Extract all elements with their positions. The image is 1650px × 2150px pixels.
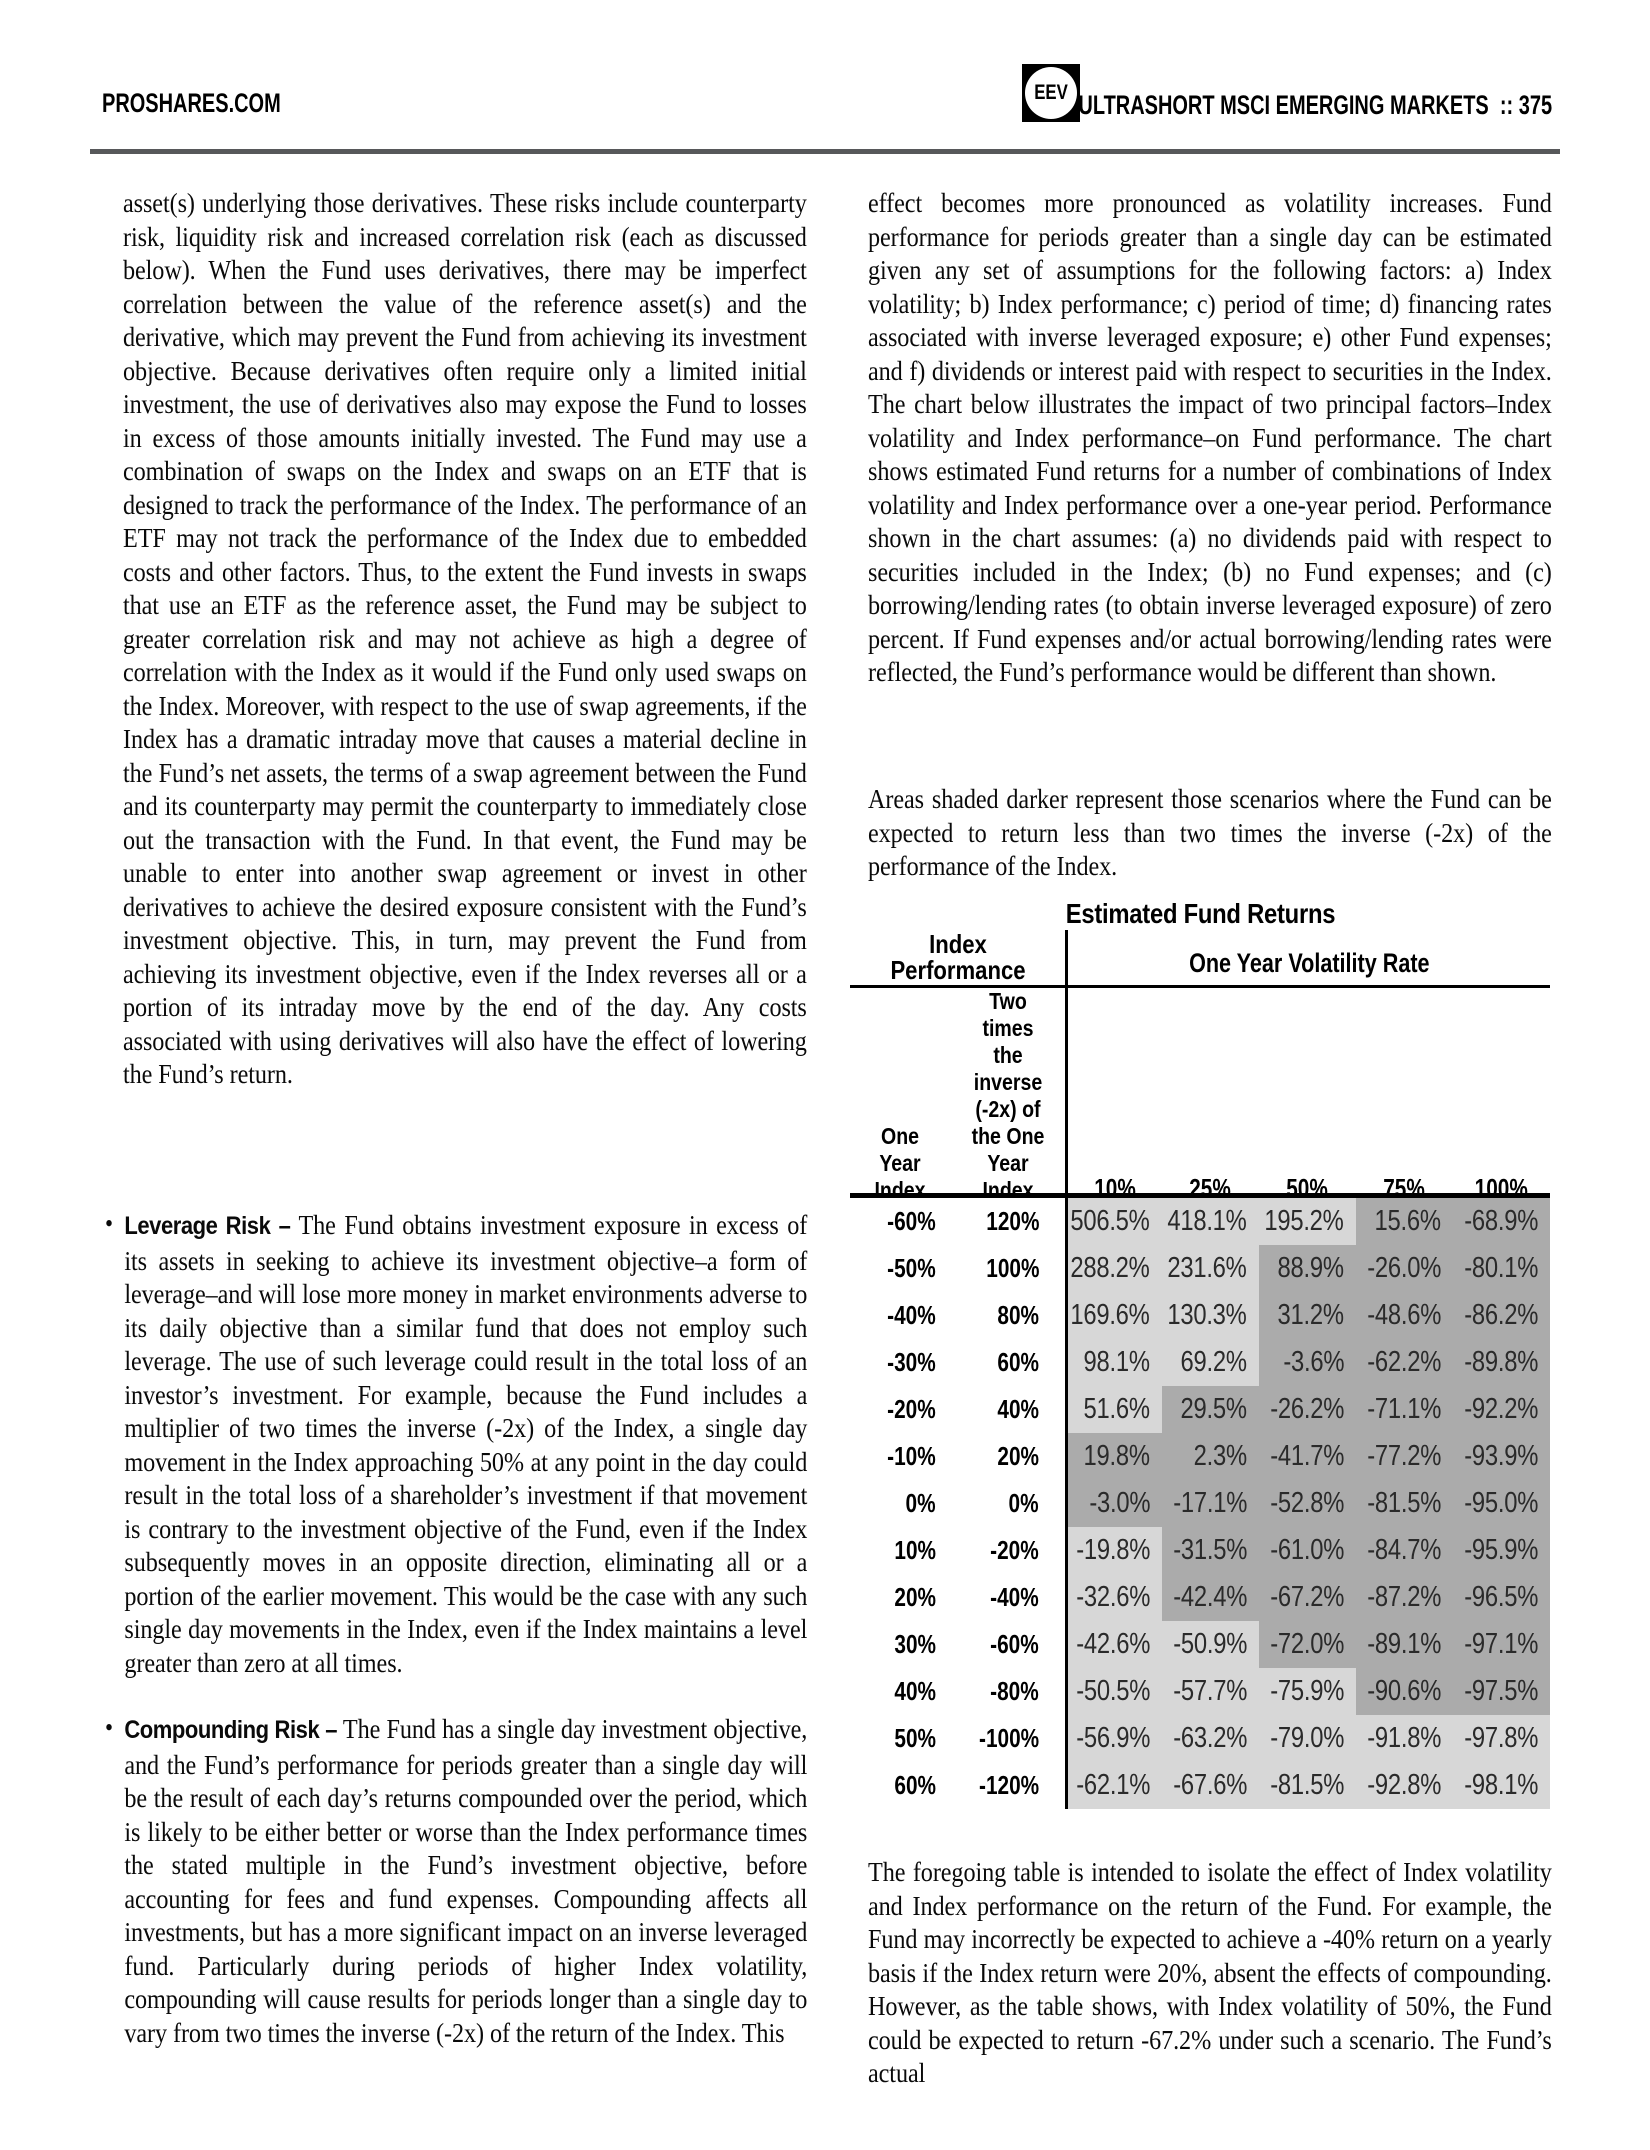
column-header-volatility-10%: 10% (1065, 988, 1162, 1210)
compounding-risk-text: The Fund has a single day investment objective, and the Fund’s performance for periods greater than a single day will be the result of each day’s returns compounded over the period, which is likely to be either better or worse than the Index performance times the stated multiple in the Fund’s investment objective, before accounting for fees and fund expenses. Compounding affects all investments, but has a more significant impact on an inverse leveraged fund. Particularly during periods of higher Index volatility, compounding will cause results for periods longer than a single day to vary from two times the inverse (-2x) of the return of the Index. This (124, 1713, 808, 2048)
cell-estimated-return: 98.1% (1065, 1339, 1162, 1386)
cell-estimated-return: -95.9% (1453, 1527, 1550, 1574)
column-header-volatility-100%: 100% (1474, 1173, 1529, 1203)
cell-estimated-return: -3.6% (1259, 1339, 1356, 1386)
bullet-icon: • (105, 1209, 113, 1238)
cell-two-times-inverse: 20% (997, 1441, 1039, 1471)
cell-estimated-return: -62.1% (1065, 1762, 1162, 1809)
cell-estimated-return: -68.9% (1453, 1198, 1550, 1245)
fund-title: ULTRASHORT MSCI EMERGING MARKETS (1078, 90, 1489, 120)
column-header-volatility-75%: 75% (1383, 1173, 1426, 1203)
table-row (850, 1433, 1550, 1480)
table-row (850, 1668, 1550, 1715)
cell-estimated-return: -72.0% (1259, 1621, 1356, 1668)
header-separator: :: (1499, 90, 1514, 120)
table-group-header-row (850, 930, 1550, 988)
bullet-icon: • (105, 1713, 113, 1742)
cell-estimated-return: -81.5% (1356, 1480, 1453, 1527)
cell-one-year-index: 40% (894, 1676, 936, 1706)
site-name-text: PROSHARES.COM (102, 88, 281, 118)
cell-two-times-inverse: 60% (997, 1347, 1039, 1377)
cell-estimated-return: 231.6% (1162, 1245, 1259, 1292)
cell-estimated-return: -96.5% (1453, 1574, 1550, 1621)
leverage-risk-bullet (105, 1208, 807, 1679)
table-row (850, 1292, 1550, 1339)
cell-estimated-return: 130.3% (1162, 1292, 1259, 1339)
ticker-label: EEV (1034, 81, 1068, 104)
cell-two-times-inverse: -60% (990, 1629, 1039, 1659)
cell-estimated-return: -79.0% (1259, 1715, 1356, 1762)
cell-two-times-inverse: -100% (978, 1723, 1039, 1753)
column-header-two-times-inverse: Two times the inverse (-2x) of the One Year Index (971, 988, 1044, 1203)
cell-estimated-return: 195.2% (1259, 1198, 1356, 1245)
group-header-index-performance: Index Performance (850, 930, 1065, 988)
cell-two-times-inverse: 120% (985, 1206, 1039, 1236)
table-row (850, 1198, 1550, 1245)
cell-estimated-return: 2.3% (1162, 1433, 1259, 1480)
cell-one-year-index: 60% (894, 1770, 936, 1800)
cell-estimated-return: -32.6% (1065, 1574, 1162, 1621)
right-column-closing-paragraph: The foregoing table is intended to isolate the effect of Index volatility and Index performance on the return of the Fund. For example, the Fund may incorrectly be expected to achieve a -40% return on a yearly basis if the Index return were 20%, absent the effects of compounding. However, as the table shows, with Index volatility of 50%, the Fund could be expected to return -67.2% under such a scenario. The Fund’s actual (868, 1856, 1552, 2088)
cell-estimated-return: -89.1% (1356, 1621, 1453, 1668)
table-row (850, 1574, 1550, 1621)
cell-two-times-inverse: 80% (997, 1300, 1039, 1330)
cell-estimated-return: -75.9% (1259, 1668, 1356, 1715)
cell-one-year-index: -60% (887, 1206, 936, 1236)
cell-estimated-return: -50.5% (1065, 1668, 1162, 1715)
cell-estimated-return: -42.6% (1065, 1621, 1162, 1668)
table-body (850, 1198, 1550, 1809)
cell-estimated-return: -97.1% (1453, 1621, 1550, 1668)
cell-two-times-inverse: 40% (997, 1394, 1039, 1424)
cell-estimated-return: -3.0% (1065, 1480, 1162, 1527)
cell-estimated-return: -26.0% (1356, 1245, 1453, 1292)
page-header-title (912, 90, 1552, 121)
cell-estimated-return: -62.2% (1356, 1339, 1453, 1386)
table-row (850, 1245, 1550, 1292)
cell-estimated-return: -81.5% (1259, 1762, 1356, 1809)
cell-estimated-return: -93.9% (1453, 1433, 1550, 1480)
cell-estimated-return: -31.5% (1162, 1527, 1259, 1574)
cell-two-times-inverse: -120% (978, 1770, 1039, 1800)
leverage-risk-text: The Fund obtains investment exposure in excess of its assets in seeking to achieve its investment objective–a form of leverage–and will lose more money in market environments adverse to its daily objective than a similar fund that does not employ such leverage. The use of such leverage could result in the total loss of an investor’s investment. For example, because the Fund includes a multiplier of two times the inverse (-2x) of the Index, a single day movement in the Index approaching 50% at any point in the day could result in the total loss of a shareholder’s investment if that movement is contrary to the investment objective of the Fund, even if the Index subsequently moves in an opposite direction, eliminating all or a portion of the earlier movement. This would be the case with any such single day movements in the Index, even if the Index maintains a level greater than zero at all times. (124, 1209, 808, 1678)
column-header-volatility-50%: 50% (1286, 1173, 1329, 1203)
cell-one-year-index: -10% (887, 1441, 936, 1471)
cell-estimated-return: -41.7% (1259, 1433, 1356, 1480)
cell-estimated-return: -19.8% (1065, 1527, 1162, 1574)
cell-estimated-return: 51.6% (1065, 1386, 1162, 1433)
estimated-fund-returns-table (850, 900, 1550, 1809)
cell-estimated-return: -26.2% (1259, 1386, 1356, 1433)
cell-estimated-return: -67.6% (1162, 1762, 1259, 1809)
table-title: Estimated Fund Returns (1065, 898, 1335, 929)
cell-estimated-return: -67.2% (1259, 1574, 1356, 1621)
cell-estimated-return: -50.9% (1162, 1621, 1259, 1668)
cell-estimated-return: -92.8% (1356, 1762, 1453, 1809)
cell-one-year-index: 20% (894, 1582, 936, 1612)
column-header-one-year-index: One Year Index (874, 1123, 926, 1203)
cell-estimated-return: -97.5% (1453, 1668, 1550, 1715)
cell-estimated-return: -77.2% (1356, 1433, 1453, 1480)
cell-estimated-return: -84.7% (1356, 1527, 1453, 1574)
table-row (850, 1386, 1550, 1433)
group-header-volatility-rate: One Year Volatility Rate (1065, 930, 1550, 988)
cell-estimated-return: -57.7% (1162, 1668, 1259, 1715)
cell-estimated-return: -61.0% (1259, 1527, 1356, 1574)
cell-one-year-index: -50% (887, 1253, 936, 1283)
cell-estimated-return: 29.5% (1162, 1386, 1259, 1433)
header-rule (90, 149, 1560, 154)
cell-one-year-index: 50% (894, 1723, 936, 1753)
cell-two-times-inverse: -80% (990, 1676, 1039, 1706)
cell-estimated-return: -95.0% (1453, 1480, 1550, 1527)
cell-one-year-index: 30% (894, 1629, 936, 1659)
cell-estimated-return: -97.8% (1453, 1715, 1550, 1762)
compounding-risk-bullet (105, 1712, 807, 2049)
table-row (850, 1527, 1550, 1574)
cell-estimated-return: -71.1% (1356, 1386, 1453, 1433)
cell-estimated-return: -90.6% (1356, 1668, 1453, 1715)
cell-estimated-return: 69.2% (1162, 1339, 1259, 1386)
cell-estimated-return: -56.9% (1065, 1715, 1162, 1762)
cell-two-times-inverse: -40% (990, 1582, 1039, 1612)
column-header-volatility-25%: 25% (1189, 1173, 1232, 1203)
table-subheader-row (850, 988, 1550, 1203)
cell-estimated-return: -42.4% (1162, 1574, 1259, 1621)
leverage-risk-lead: Leverage Risk – (124, 1212, 291, 1240)
cell-one-year-index: -30% (887, 1347, 936, 1377)
site-name (102, 88, 344, 119)
cell-estimated-return: 288.2% (1065, 1245, 1162, 1292)
cell-estimated-return: 31.2% (1259, 1292, 1356, 1339)
left-column-paragraph: asset(s) underlying those derivatives. These risks include counterparty risk, liquidity risk and increased correlation risk (each as discussed below). When the Fund uses derivatives, there may be imperfect correlation between the value of the reference asset(s) and the derivative, which may prevent the Fund from achieving its investment objective. Because derivatives often require only a limited initial investment, the use of derivatives also may expose the Fund to losses in excess of those amounts initially invested. The Fund may use a combination of swaps on the Index and swaps on an ETF that is designed to track the performance of the Index. The performance of an ETF may not track the performance of the Index due to embedded costs and other factors. Thus, to the extent the Fund invests in swaps that use an ETF as the reference asset, the Fund may be subject to greater correlation risk and may not achieve as high a degree of correlation with the Index as it would if the Fund only used swaps on the Index. Moreover, with respect to the use of swap agreements, if the Index has a dramatic intraday move that causes a material decline in the Fund’s net assets, the terms of a swap agreement between the Fund and its counterparty may permit the counterparty to immediately close out the transaction with the Fund. In that event, the Fund may be unable to enter into another swap agreement or invest in other derivatives to achieve the desired exposure consistent with the Fund’s investment objective. This, in turn, may prevent the Fund from achieving its investment objective, even if the Index reverses all or a portion of its intraday move by the end of the day. Any costs associated with using derivatives will also have the effect of lowering the Fund’s return. (123, 187, 807, 1089)
table-row (850, 1762, 1550, 1809)
cell-estimated-return: -80.1% (1453, 1245, 1550, 1292)
table-row (850, 1339, 1550, 1386)
cell-estimated-return: 15.6% (1356, 1198, 1453, 1245)
cell-estimated-return: -87.2% (1356, 1574, 1453, 1621)
cell-estimated-return: 88.9% (1259, 1245, 1356, 1292)
cell-estimated-return: -17.1% (1162, 1480, 1259, 1527)
cell-estimated-return: 506.5% (1065, 1198, 1162, 1245)
cell-one-year-index: 0% (905, 1488, 936, 1518)
cell-estimated-return: -52.8% (1259, 1480, 1356, 1527)
cell-estimated-return: 169.6% (1065, 1292, 1162, 1339)
table-row (850, 1621, 1550, 1668)
table-row (850, 1715, 1550, 1762)
cell-estimated-return: -86.2% (1453, 1292, 1550, 1339)
right-column-paragraph-1: effect becomes more pronounced as volatility increases. Fund performance for periods greater than a single day can be estimated given any set of assumptions for the following factors: a) Index volatility; b) Index performance; c) period of time; d) financing rates associated with inverse leveraged exposure; e) other Fund expenses; and f) dividends or interest paid with respect to securities in the Index. The chart below illustrates the impact of two principal factors–Index volatility and Index performance–on Fund performance. The chart shows estimated Fund returns for a number of combinations of Index volatility and Index performance over a one-year period. Performance shown in the chart assumes: (a) no dividends paid with respect to securities included in the Index; (b) no Fund expenses; and (c) borrowing/lending rates (to obtain inverse leveraged exposure) of zero percent. If Fund expenses and/or actual borrowing/lending rates were reflected, the Fund’s performance would be different than shown. (868, 187, 1552, 687)
page-number: 375 (1518, 90, 1552, 120)
table-row (850, 1480, 1550, 1527)
right-column-paragraph-2: Areas shaded darker represent those scenarios where the Fund can be expected to return less than two times the inverse (-2x) of the performance of the Index. (868, 783, 1552, 881)
cell-two-times-inverse: 100% (985, 1253, 1039, 1283)
cell-one-year-index: -20% (887, 1394, 936, 1424)
cell-estimated-return: -91.8% (1356, 1715, 1453, 1762)
cell-estimated-return: -63.2% (1162, 1715, 1259, 1762)
cell-two-times-inverse: -20% (990, 1535, 1039, 1565)
compounding-risk-lead: Compounding Risk – (124, 1716, 338, 1744)
cell-estimated-return: 19.8% (1065, 1433, 1162, 1480)
cell-estimated-return: -89.8% (1453, 1339, 1550, 1386)
cell-one-year-index: 10% (894, 1535, 936, 1565)
cell-estimated-return: -92.2% (1453, 1386, 1550, 1433)
cell-estimated-return: -48.6% (1356, 1292, 1453, 1339)
cell-one-year-index: -40% (887, 1300, 936, 1330)
cell-estimated-return: 418.1% (1162, 1198, 1259, 1245)
cell-two-times-inverse: 0% (1008, 1488, 1039, 1518)
cell-estimated-return: -98.1% (1453, 1762, 1550, 1809)
